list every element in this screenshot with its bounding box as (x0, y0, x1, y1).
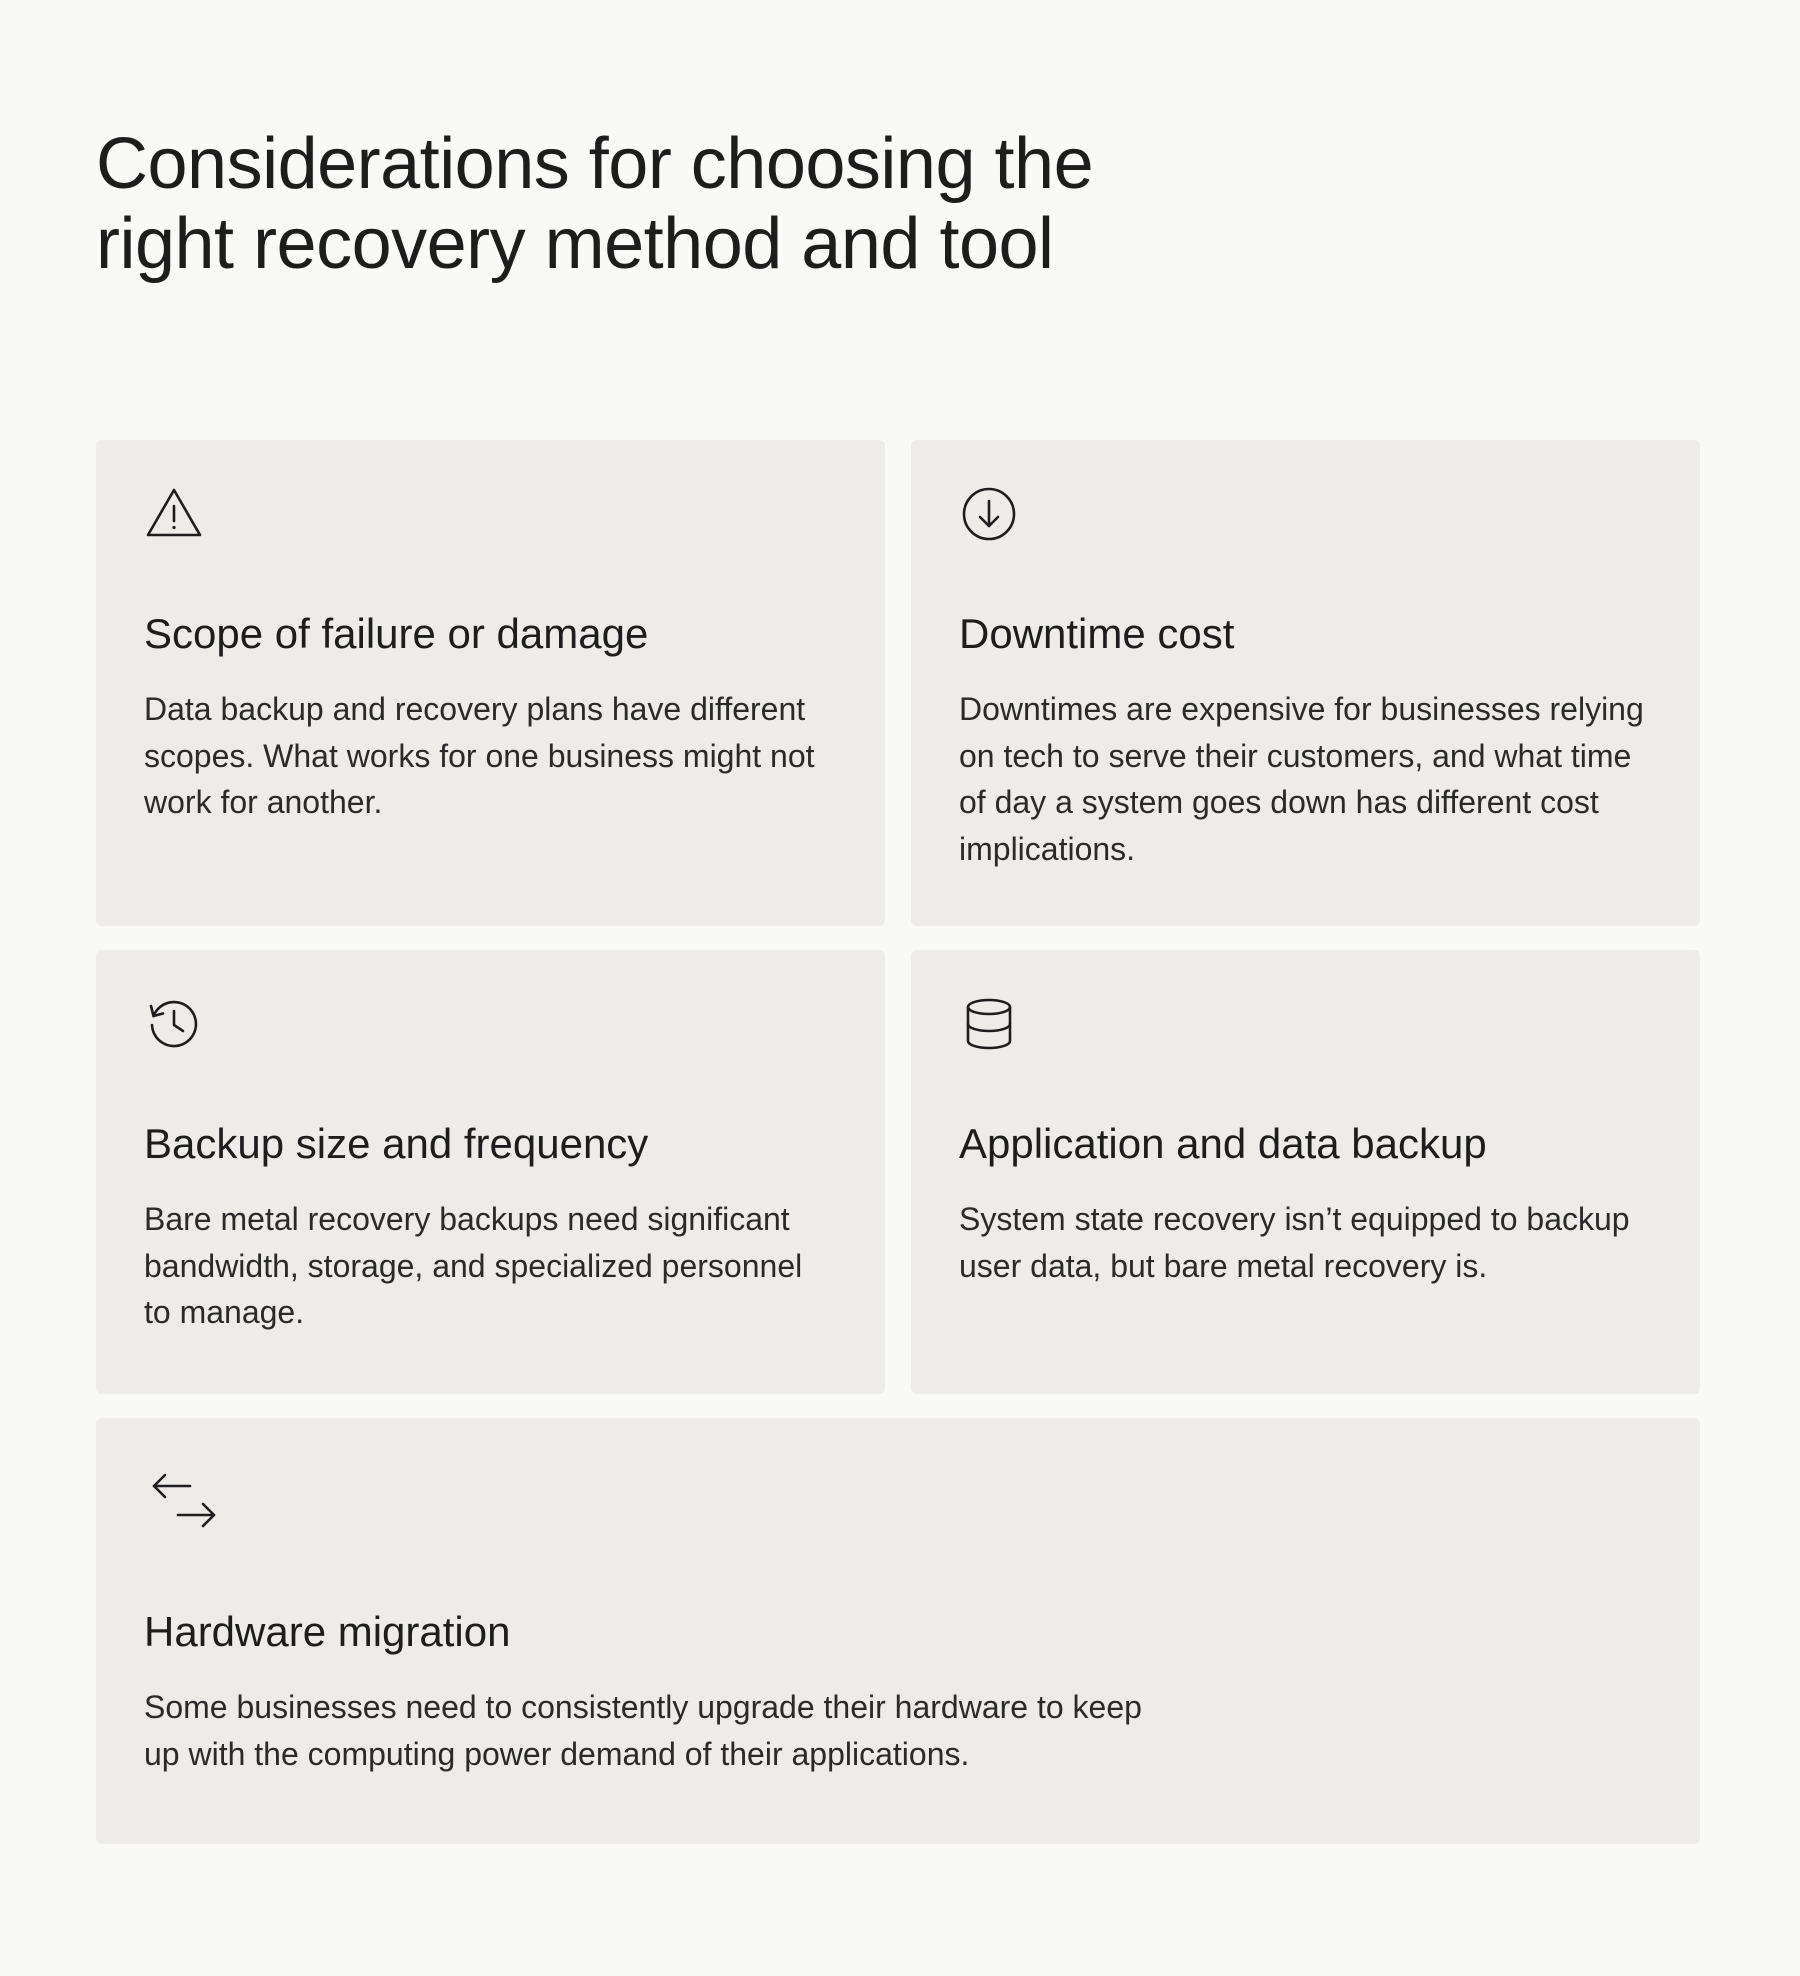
warning-triangle-icon (144, 484, 204, 544)
card-description: Bare metal recovery backups need significant bandwidth, storage, and specialized personnel to manage. (144, 1201, 803, 1330)
card-application-data-backup (911, 950, 1700, 1394)
card-title: Hardware migration (144, 1608, 511, 1655)
card-scope-of-failure (96, 440, 885, 926)
card-title: Backup size and frequency (144, 1120, 649, 1167)
arrows-left-right-icon (144, 1470, 224, 1530)
considerations-grid (96, 440, 1700, 1844)
card-title: Downtime cost (959, 610, 1235, 657)
card-downtime-cost (911, 440, 1700, 926)
card-description: Data backup and recovery plans have different scopes. What works for one business might not work for another. (144, 691, 815, 820)
card-description: Some businesses need to consistently upgrade their hardware to keep up with the computing power demand of their applications. (144, 1689, 1142, 1772)
arrow-down-circle-icon (959, 484, 1019, 544)
card-description: System state recovery isn’t equipped to backup user data, but bare metal recovery is. (959, 1201, 1630, 1284)
history-clock-icon (144, 994, 204, 1054)
card-title: Scope of failure or damage (144, 610, 649, 657)
database-icon (959, 994, 1019, 1054)
card-hardware-migration (96, 1418, 1700, 1844)
page-title: Considerations for choosing the right recovery method and tool (96, 124, 1094, 284)
card-backup-size-frequency (96, 950, 885, 1394)
card-title: Application and data backup (959, 1120, 1487, 1167)
card-description: Downtimes are expensive for businesses relying on tech to serve their customers, and what time of day a system goes down has different cost implications. (959, 691, 1644, 867)
